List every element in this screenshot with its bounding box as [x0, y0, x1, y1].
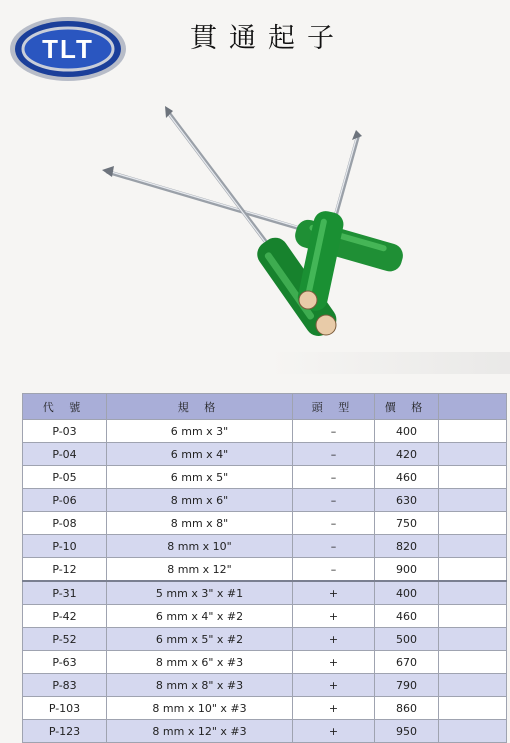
cell-spec: 6 mm x 4"	[107, 443, 293, 466]
cell-spec: 6 mm x 5" x #2	[107, 628, 293, 651]
cell-spec: 8 mm x 12" x #3	[107, 720, 293, 743]
cell-code: P-42	[23, 605, 107, 628]
cell-price: 820	[375, 535, 439, 558]
cell-head: –	[293, 443, 375, 466]
col-header-head-type: 頭 型	[293, 394, 375, 420]
table-row	[23, 489, 507, 512]
cell-head: +	[293, 674, 375, 697]
col-header-spec: 規 格	[107, 394, 293, 420]
page-title: 貫通起子	[190, 23, 346, 54]
faint-background-band	[270, 352, 510, 374]
cell-head: +	[293, 605, 375, 628]
cell-code: P-08	[23, 512, 107, 535]
cell-head: +	[293, 651, 375, 674]
cell-blank	[439, 674, 507, 697]
table-row	[23, 558, 507, 582]
cell-spec: 8 mm x 8"	[107, 512, 293, 535]
cell-price: 860	[375, 697, 439, 720]
cell-blank	[439, 535, 507, 558]
col-header-price: 價 格	[375, 394, 439, 420]
table-row	[23, 512, 507, 535]
cell-blank	[439, 443, 507, 466]
screwdriver-photo	[90, 100, 430, 350]
col-header-blank	[439, 394, 507, 420]
table-row	[23, 674, 507, 697]
cell-price: 750	[375, 512, 439, 535]
cell-price: 500	[375, 628, 439, 651]
table-row	[23, 535, 507, 558]
cell-spec: 6 mm x 4" x #2	[107, 605, 293, 628]
cell-head: +	[293, 697, 375, 720]
cell-code: P-10	[23, 535, 107, 558]
cell-spec: 5 mm x 3" x #1	[107, 581, 293, 605]
cell-head: –	[293, 558, 375, 582]
table-row	[23, 651, 507, 674]
cell-blank	[439, 489, 507, 512]
cell-price: 900	[375, 558, 439, 582]
cell-head: –	[293, 512, 375, 535]
cell-price: 630	[375, 489, 439, 512]
cell-spec: 8 mm x 10" x #3	[107, 697, 293, 720]
cell-head: +	[293, 720, 375, 743]
cell-spec: 8 mm x 6" x #3	[107, 651, 293, 674]
table-header-row	[23, 394, 507, 420]
cell-spec: 8 mm x 6"	[107, 489, 293, 512]
cell-code: P-05	[23, 466, 107, 489]
cell-blank	[439, 466, 507, 489]
cell-price: 670	[375, 651, 439, 674]
table-row	[23, 605, 507, 628]
spec-table	[22, 393, 507, 743]
cell-head: –	[293, 420, 375, 443]
cell-blank	[439, 605, 507, 628]
cell-code: P-06	[23, 489, 107, 512]
table-row	[23, 581, 507, 605]
cell-code: P-123	[23, 720, 107, 743]
cell-spec: 6 mm x 5"	[107, 466, 293, 489]
cell-price: 460	[375, 466, 439, 489]
cell-blank	[439, 581, 507, 605]
cell-code: P-12	[23, 558, 107, 582]
cell-blank	[439, 697, 507, 720]
cell-code: P-103	[23, 697, 107, 720]
cell-spec: 6 mm x 3"	[107, 420, 293, 443]
cell-spec: 8 mm x 10"	[107, 535, 293, 558]
cell-price: 420	[375, 443, 439, 466]
cell-blank	[439, 651, 507, 674]
cell-price: 400	[375, 420, 439, 443]
table-row	[23, 420, 507, 443]
cell-head: –	[293, 466, 375, 489]
cell-blank	[439, 720, 507, 743]
table-row	[23, 443, 507, 466]
col-header-code: 代 號	[23, 394, 107, 420]
cell-code: P-04	[23, 443, 107, 466]
cell-blank	[439, 420, 507, 443]
brand-logo	[8, 14, 128, 84]
cell-spec: 8 mm x 8" x #3	[107, 674, 293, 697]
cell-head: +	[293, 581, 375, 605]
cell-code: P-52	[23, 628, 107, 651]
table-row	[23, 628, 507, 651]
cell-head: +	[293, 628, 375, 651]
table-row	[23, 697, 507, 720]
cell-code: P-63	[23, 651, 107, 674]
cell-price: 400	[375, 581, 439, 605]
cell-blank	[439, 512, 507, 535]
cell-spec: 8 mm x 12"	[107, 558, 293, 582]
cell-price: 950	[375, 720, 439, 743]
cell-head: –	[293, 535, 375, 558]
cell-code: P-03	[23, 420, 107, 443]
logo-text: TLT	[42, 34, 94, 64]
cell-price: 790	[375, 674, 439, 697]
table-row	[23, 466, 507, 489]
cell-code: P-83	[23, 674, 107, 697]
cell-blank	[439, 628, 507, 651]
table-row	[23, 720, 507, 743]
cell-code: P-31	[23, 581, 107, 605]
cell-price: 460	[375, 605, 439, 628]
cell-blank	[439, 558, 507, 582]
cell-head: –	[293, 489, 375, 512]
